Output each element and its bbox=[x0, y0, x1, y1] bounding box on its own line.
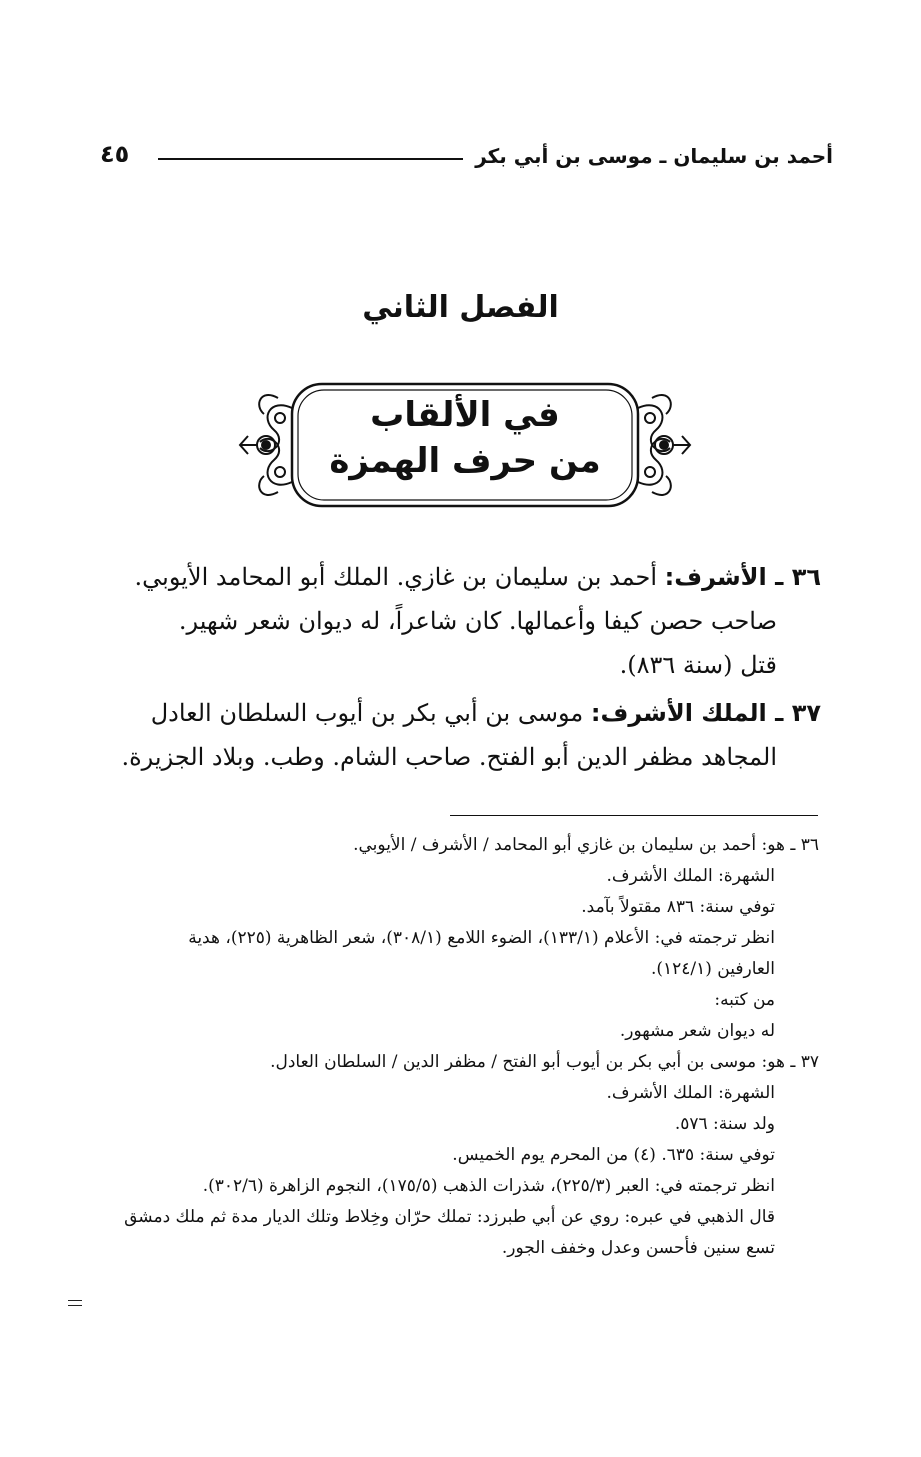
footnote-line: تسع سنين فأحسن وعدل وخفف الجور. bbox=[501, 1238, 775, 1258]
footnote-line: له ديوان شعر مشهور. bbox=[619, 1021, 775, 1041]
entry-text: المجاهد مظفر الدين أبو الفتح. صاحب الشام. وطب. وبلاد الجزيرة. bbox=[121, 743, 777, 771]
footnote-line: من كتبه: bbox=[714, 990, 775, 1010]
entry-36 bbox=[90, 555, 821, 687]
footnote-line: انظر ترجمته في: الأعلام (١٣٣/١)، الضوء اللامع (٣٠٨/١)، شعر الظاهرية (٢٢٥)، هدية bbox=[188, 928, 775, 948]
footnote-line: الشهرة: الملك الأشرف. bbox=[606, 1083, 775, 1103]
footnote-rule bbox=[450, 815, 818, 816]
entry-lead: ٣٧ ـ الملك الأشرف: bbox=[590, 699, 821, 727]
page-number: ٤٥ bbox=[100, 140, 130, 168]
running-header bbox=[100, 140, 833, 180]
footnote-line: توفي سنة: ٦٣٥. (٤) من المحرم يوم الخميس. bbox=[452, 1145, 775, 1165]
footnote-line: توفي سنة: ٨٣٦ مقتولاً بآمد. bbox=[581, 897, 775, 917]
continuation-mark bbox=[68, 1305, 82, 1306]
chapter-title: الفصل الثاني bbox=[362, 290, 559, 325]
main-entries bbox=[90, 555, 821, 783]
running-title: أحمد بن سليمان ـ موسى بن أبي بكر bbox=[475, 144, 833, 168]
header-rule bbox=[158, 158, 463, 160]
entry-text: صاحب حصن كيفا وأعمالها. كان شاعراً، له ديوان شعر شهير. bbox=[178, 607, 777, 635]
continuation-mark bbox=[68, 1300, 82, 1301]
heading-line-1: في الألقاب bbox=[370, 395, 560, 435]
heading-line-2: من حرف الهمزة bbox=[329, 441, 601, 481]
entry-text: أحمد بن سليمان بن غازي. الملك أبو المحامد الأيوبي. bbox=[134, 563, 658, 591]
footnote-line: ٣٦ ـ هو: أحمد بن سليمان بن غازي أبو المحامد / الأشرف / الأيوبي. bbox=[353, 835, 819, 855]
entry-37 bbox=[90, 691, 821, 779]
footnote-line: انظر ترجمته في: العبر (٢٢٥/٣)، شذرات الذهب (١٧٥/٥)، النجوم الزاهرة (٣٠٢/٦). bbox=[202, 1176, 775, 1196]
footnote-line: ٣٧ ـ هو: موسى بن أبي بكر بن أيوب أبو الفتح / مظفر الدين / السلطان العادل. bbox=[270, 1052, 819, 1072]
entry-lead: ٣٦ ـ الأشرف: bbox=[664, 563, 821, 591]
entry-text: موسى بن أبي بكر بن أيوب السلطان العادل bbox=[150, 699, 584, 727]
footnote-line: ولد سنة: ٥٧٦. bbox=[674, 1114, 775, 1134]
footnotes bbox=[88, 830, 819, 1264]
footnote-line: العارفين (١٢٤/١). bbox=[650, 959, 775, 979]
footnote-line: الشهرة: الملك الأشرف. bbox=[606, 866, 775, 886]
ornamental-cartouche bbox=[230, 378, 700, 512]
footnote-line: قال الذهبي في عبره: روي عن أبي طبرزد: تملك حرّان وخِلاط وتلك الديار مدة ثم ملك دمشق bbox=[124, 1207, 775, 1227]
entry-text: قتل (سنة ٨٣٦). bbox=[619, 651, 777, 679]
